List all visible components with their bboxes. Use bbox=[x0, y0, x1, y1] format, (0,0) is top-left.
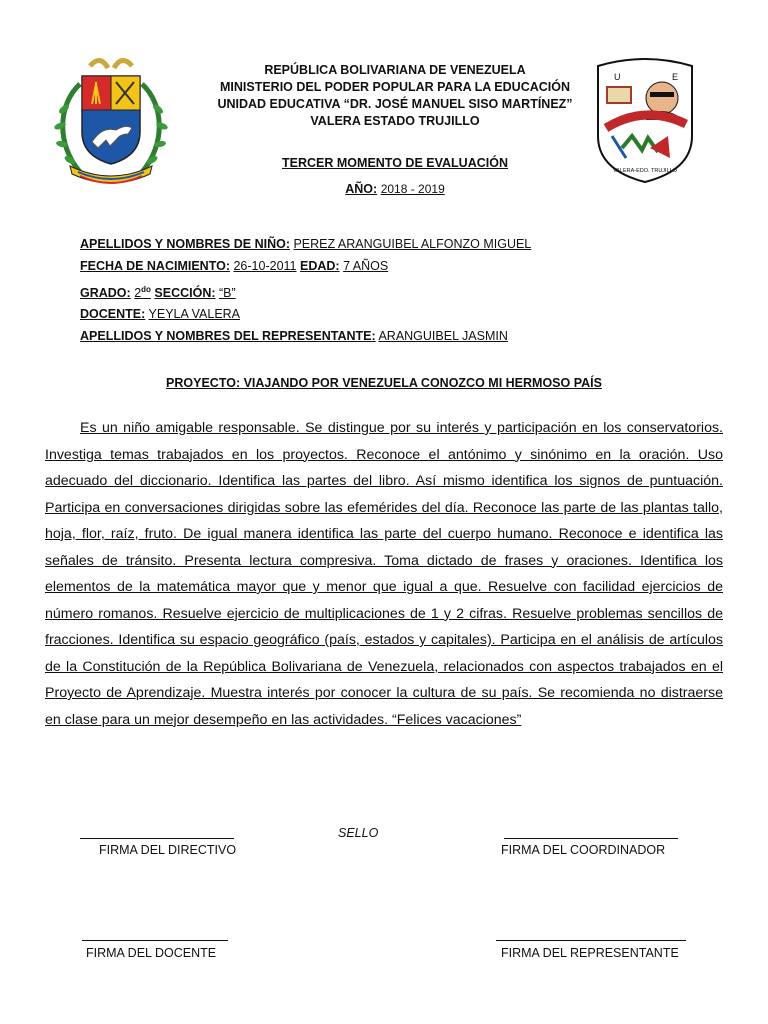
representative-value: ARANGUIBEL JASMIN bbox=[378, 329, 508, 343]
emblem-letter-u: U bbox=[614, 72, 621, 82]
age-label: EDAD: bbox=[299, 259, 340, 273]
grade-section-row bbox=[80, 282, 236, 301]
directivo-signature-label: FIRMA DEL DIRECTIVO bbox=[99, 843, 237, 857]
birth-label: FECHA DE NACIMIENTO: bbox=[80, 259, 230, 273]
docente-signature-label: FIRMA DEL DOCENTE bbox=[86, 946, 217, 960]
header-school: UNIDAD EDUCATIVA “DR. JOSÉ MANUEL SISO MARTÍNEZ” bbox=[217, 97, 573, 111]
institution-header bbox=[180, 62, 610, 130]
student-name-label: APELLIDOS Y NOMBRES DE NIÑO: bbox=[80, 237, 290, 251]
representative-row bbox=[80, 328, 508, 344]
header-country: REPÚBLICA BOLIVARIANA DE VENEZUELA bbox=[264, 63, 526, 77]
coordinador-signature-label: FIRMA DEL COORDINADOR bbox=[501, 843, 666, 857]
coat-of-arms-logo bbox=[50, 54, 172, 186]
student-name-row bbox=[80, 236, 531, 252]
year-value: 2018 - 2019 bbox=[380, 182, 445, 196]
teacher-label: DOCENTE: bbox=[80, 307, 146, 321]
directivo-signature-line bbox=[80, 838, 234, 839]
evaluation-title: TERCER MOMENTO DE EVALUACIÓN bbox=[282, 156, 508, 170]
teacher-row bbox=[80, 306, 240, 322]
section-value: “B” bbox=[219, 286, 236, 301]
grade-label: GRADO: bbox=[80, 286, 131, 301]
school-year bbox=[180, 182, 610, 196]
grade-superscript: do bbox=[141, 285, 151, 294]
grade-number: 2 bbox=[134, 286, 142, 301]
representante-signature-line bbox=[496, 940, 686, 941]
coordinador-signature-line bbox=[504, 838, 678, 839]
birth-value: 26-10-2011 bbox=[233, 259, 297, 273]
representative-label: APELLIDOS Y NOMBRES DEL REPRESENTANTE: bbox=[80, 329, 376, 343]
teacher-value: YEYLA VALERA bbox=[148, 307, 241, 321]
grade-value bbox=[134, 286, 151, 300]
header-location: VALERA ESTADO TRUJILLO bbox=[310, 114, 480, 128]
coat-of-arms-icon bbox=[50, 54, 172, 186]
age-value: 7 AÑOS bbox=[343, 259, 389, 273]
year-label: AÑO: bbox=[345, 182, 378, 196]
sello-label: SELLO bbox=[338, 826, 379, 840]
header-ministry: MINISTERIO DEL PODER POPULAR PARA LA EDUCACIÓN bbox=[219, 80, 571, 94]
emblem-bottom-text: VALERA-EDO. TRUJILLO bbox=[613, 168, 677, 174]
emblem-letter-e: E bbox=[672, 72, 679, 82]
representante-signature-label: FIRMA DEL REPRESENTANTE bbox=[501, 946, 679, 960]
student-name-value: PEREZ ARANGUIBEL ALFONZO MIGUEL bbox=[293, 237, 532, 251]
birth-age-row bbox=[80, 258, 388, 274]
evaluation-paragraph: Es un niño amigable responsable. Se distingue por su interés y participación en los conservatorios. Investiga temas trabajados en los proyectos. Reconoce el antónimo y sinónimo en la oración. Uso adecuado del diccionario. Identifica las partes del libro. Así mismo identifica los signos de puntuación. Participa en conversaciones dirigidas sobre las efemérides del día. Reconoce las parte de las plantas tallo, hoja, flor, raíz, fruto. De igual manera identifica las parte del cuerpo humano. Reconoce e identifica las señales de tránsito. Presenta lectura compresiva. Toma dictado de frases y oraciones. Identifica los elementos de la matemática mayor que y menor que igual a que. Resuelve con facilidad ejercicios de número romanos. Resuelve ejercicio de multiplicaciones de 1 y 2 cifras. Resuelve problemas sencillos de fracciones. Identifica su espacio geográfico (país, estados y capitales). Participa en el análisis de artículos de la Constitución de la República Bolivariana de Venezuela, relacionados con aspectos trabajados en el Proyecto de Aprendizaje. Muestra interés por conocer la cultura de su país. Se recomienda no distraerse en clase para un mejor desempeño en las actividades. “Felices vacaciones” bbox=[45, 420, 723, 728]
docente-signature-line bbox=[82, 940, 228, 941]
section-label: SECCIÓN: bbox=[154, 286, 216, 301]
project-title: PROYECTO: VIAJANDO POR VENEZUELA CONOZCO MI HERMOSO PAÍS bbox=[166, 376, 602, 390]
